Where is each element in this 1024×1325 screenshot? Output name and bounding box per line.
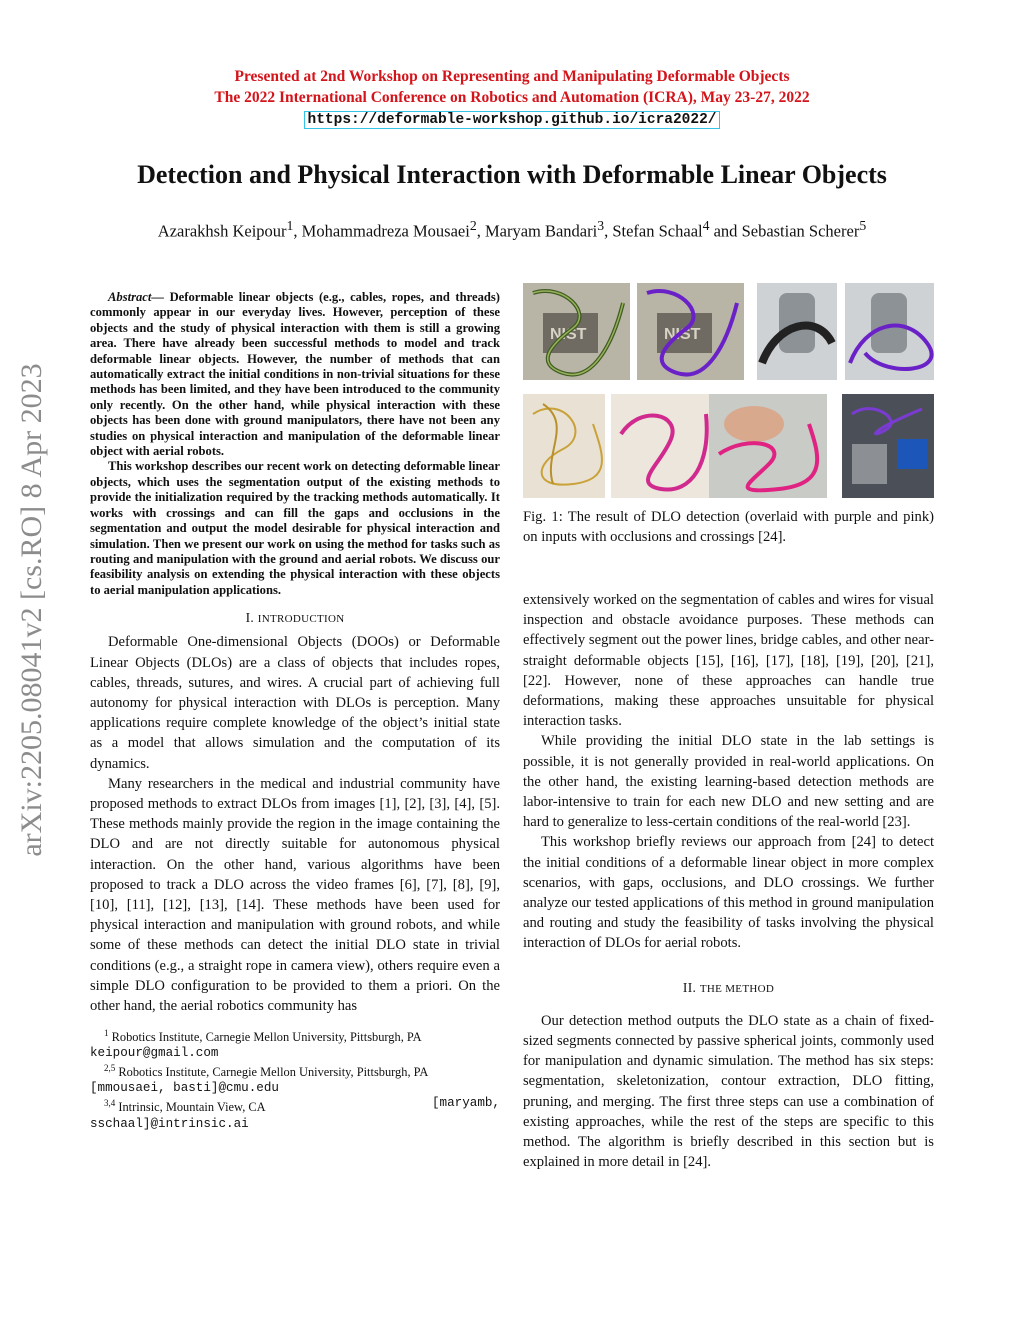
method-paragraph-1: Our detection method outputs the DLO state as a chain of fixed-sized segments connected by passive spherical joints, commonly used for manipulation and dynamic simulation. The method has six steps: segmentation, skeletonization, contour extraction, DLO fitting, pruning, and merging. The first three steps can use a combination of existing approaches, while the rest of the steps are specific to this method. The algorithm is briefly described in this section but is explained in more detail in [24].	[523, 1012, 934, 1171]
cable-image	[523, 283, 630, 380]
workshop-url-link[interactable]: https://deformable-workshop.github.io/icra2022/	[304, 111, 721, 129]
footnote-text: Robotics Institute, Carnegie Mellon University, Pittsburgh, PA	[118, 1065, 429, 1080]
cable-image	[842, 394, 934, 498]
cable-image	[845, 283, 934, 380]
author-affiliation-mark: 5	[859, 218, 867, 233]
intro-paragraph-1: Deformable One-dimensional Objects (DOOs) or Deformable Linear Objects (DLOs) are a class of objects that includes ropes, cables, threads, sutures, and wires. A crucial part of achieving full autonomy for physical interaction with DLOs is perception. Many applications require complete knowledge of the object’s initial state as a model that allows simulation and the computation of its dynamics.	[90, 634, 500, 772]
section-heading-method	[523, 978, 934, 999]
footnotes	[90, 1026, 500, 1131]
footnote-mark: 2,5	[104, 1063, 116, 1074]
author-affiliation-mark: 2	[469, 218, 477, 233]
author-name: Sebastian Scherer	[741, 221, 860, 241]
author-name: Mohammadreza Mousaei	[301, 221, 470, 241]
figure-panel-box-cable	[842, 394, 934, 498]
figure-panel-robot-detected	[845, 283, 934, 380]
figure-panel-yellow-cable	[523, 394, 605, 498]
workshop-banner	[0, 66, 1024, 131]
abstract-label: Abstract	[108, 290, 152, 304]
cable-image	[757, 283, 837, 380]
abstract: Abstract— Deformable linear objects (e.g., cables, ropes, and threads) commonly appear in our everyday lives. However, perception of these objects and the study of physical interaction with them is still a growing area. There have already been successful methods to model and track deformable linear objects. However, the number of methods that can automatically extract the initial conditions in non-trivial situations for these methods has been limited, and they have been introduced to the community only recently. On the other hand, while physical interaction with these objects has been done with ground manipulators, there have not been any studies on physical interaction and manipulation of the deformable linear object with aerial robots. This workshop describes our recent work on detecting deformable linear objects, which uses the segmentation output of the existing methods to provide the initialization required by the tracking methods automatically. It works with crossings and can fill the gaps and occlusions in the segmentation and output the model desirable for physical interaction and simulation. Then we present our work on using the method for tasks such as routing and manipulation with the ground and aerial robots. We discuss our feasibility analysis on extending the physical interaction with these objects to aerial manipulation applications.	[90, 290, 500, 597]
abstract-paragraph-2: This workshop describes our recent work on detecting deformable linear objects, which uses the segmentation output of the existing methods to provide the initialization required by the tracking methods automatically. It works with crossings and can fill the gaps and occlusions in the segmentation and output the model desirable for physical interaction and simulation. Then we present our work on using the method for tasks such as routing and manipulation with the ground and aerial robots. We discuss our feasibility analysis on extending the physical interaction with these objects to aerial manipulation applications.	[90, 459, 500, 597]
cable-image	[637, 283, 744, 380]
intro-paragraph-5: This workshop briefly reviews our approach from [24] to detect the initial conditions of a deformable linear object in more complex scenarios, with gaps, occlusions, and DLO crossings. We further analyze our tested applications of this method in ground manipulation and routing and study the feasibility of tasks involving the physical interaction of DLOs for aerial robots.	[523, 834, 934, 952]
footnote-mark: 1	[104, 1028, 109, 1039]
footnote-3	[90, 1096, 500, 1131]
figure-caption: Fig. 1: The result of DLO detection (overlaid with purple and pink) on inputs with occlusions and crossings [24].	[523, 509, 934, 546]
author-name: Azarakhsh Keipour	[157, 221, 287, 241]
footnote-mark: 3,4	[104, 1098, 116, 1109]
footnote-email: [mmousaei, basti]@cmu.edu	[90, 1081, 279, 1096]
section-heading-introduction	[90, 608, 500, 629]
author-name: Stefan Schaal	[612, 221, 703, 241]
author-list: Azarakhsh Keipour$^1$, Mohammadreza Mousaei$^2$, Maryam Bandari$^3$, Stefan Schaal$^4$ and Sebastian Scherer$^5$	[157, 218, 867, 241]
figure-panel-nist-input	[523, 283, 630, 380]
footnote-email: [maryamb,	[431, 1096, 500, 1111]
author-name: Maryam Bandari	[484, 221, 598, 241]
author-affiliation-mark: 1	[286, 218, 294, 233]
cable-image	[611, 394, 719, 498]
author-affiliation-mark: 4	[702, 218, 710, 233]
nist-logo: NIST	[550, 326, 587, 343]
cable-image	[709, 394, 827, 498]
paper-title: Detection and Physical Interaction with Deformable Linear Objects	[137, 160, 887, 189]
right-column	[523, 590, 934, 1172]
arxiv-stamp	[2, 260, 62, 960]
section-title: THE METHOD	[699, 982, 775, 995]
footnote-text: Intrinsic, Mountain View, CA	[118, 1100, 266, 1115]
author-affiliation-mark: 3	[597, 218, 605, 233]
left-column	[90, 290, 500, 1132]
nist-logo: NIST	[664, 326, 701, 343]
figure-panel-hand-cable	[709, 394, 827, 498]
figure-panel-nist-detected	[637, 283, 744, 380]
section-title: INTRODUCTION	[257, 613, 345, 626]
intro-paragraph-3: extensively worked on the segmentation of cables and wires for visual inspection and obstacle avoidance purposes. These methods can effectively segment out the power lines, bridge cables, and other near-straight deformable objects [15], [16], [17], [18], [19], [20], [21], [22]. However, none of these approaches can handle true deformations, making these approaches unsuitable for physical interaction tasks.	[523, 592, 934, 730]
footnote-email: sschaal]@intrinsic.ai	[90, 1116, 249, 1131]
section-number: II.	[682, 979, 697, 995]
intro-paragraph-2: Many researchers in the medical and industrial community have proposed methods to extract DLOs from images [1], [2], [3], [4], [5]. These methods mainly provide the region in the image containing the DLO and are not directly suitable for autonomous physical interaction. On the other hand, various algorithms have been proposed to track a DLO across the video frames [6], [7], [8], [9], [10], [11], [12], [13], [14]. These methods have been used for physical interaction and manipulation with ground robots, and while some of these methods can detect the initial DLO state in trivial conditions (e.g., a straight rope in camera view), others require even a simple DLO configuration to be provided to them a priori. On the other hand, the aerial robotics community has	[90, 775, 500, 1014]
intro-paragraph-4: While providing the initial DLO state in the lab settings is possible, it is not generally provided in real-world applications. On the other hand, the existing learning-based detection methods are labor-intensive to train for each new DLO and new setting and are hard to generalize to less-certain conditions of the real-world [23].	[523, 733, 934, 831]
section-number: I.	[245, 610, 255, 626]
figure-panel-robot-input	[757, 283, 837, 380]
banner-line-2: The 2022 International Conference on Robotics and Automation (ICRA), May 23-27, 2022	[214, 89, 810, 106]
footnote-1	[90, 1026, 500, 1061]
abstract-paragraph-1: Deformable linear objects (e.g., cables, ropes, and threads) commonly appear in our everyday lives. However, perception of these objects and the study of physical interaction with them is still a growing area. There have already been successful methods to model and track deformable linear objects. However, the number of methods that can automatically extract the initial conditions in non-trivial situations for these methods has been limited, and they have been introduced to the community only recently. On the other hand, while physical interaction with these objects has been done with ground manipulators, there have not been any studies on physical interaction and manipulation of the deformable linear object with aerial robots.	[90, 290, 500, 459]
footnote-2	[90, 1061, 500, 1096]
figure-panel-pink-cable	[611, 394, 719, 498]
footnote-email: keipour@gmail.com	[90, 1046, 219, 1061]
banner-line-1: Presented at 2nd Workshop on Representing and Manipulating Deformable Objects	[234, 68, 790, 85]
cable-image	[523, 394, 605, 498]
footnote-text: Robotics Institute, Carnegie Mellon University, Pittsburgh, PA	[111, 1030, 422, 1045]
figure-1	[523, 283, 934, 498]
arxiv-id: arXiv:2205.08041v2 [cs.RO] 8 Apr 2023	[15, 363, 48, 857]
